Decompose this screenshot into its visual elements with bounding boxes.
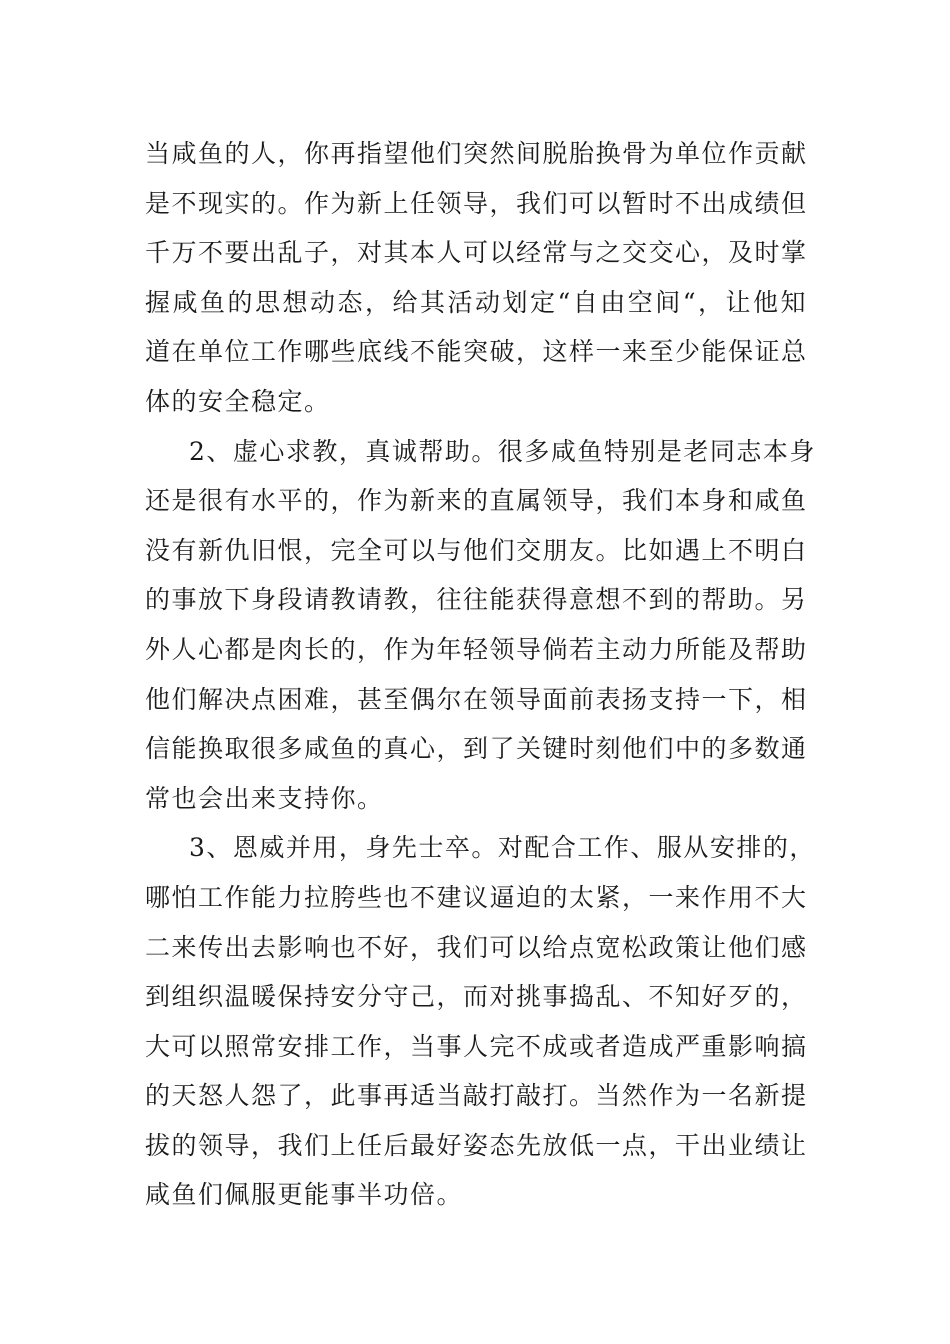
paragraph-line: 2、虚心求教，真诚帮助。很多咸鱼特别是老同志本身 (189, 436, 816, 466)
paragraph-line: 体的安全稳定。 (145, 386, 331, 416)
paragraph-line: 的天怒人怨了，此事再适当敲打敲打。当然作为一名新提 (145, 1081, 808, 1111)
paragraph-1 (145, 129, 807, 427)
paragraph-line: 信能换取很多咸鱼的真心，到了关键时刻他们中的多数通 (145, 734, 808, 764)
paragraph-line: 他们解决点困难，甚至偶尔在领导面前表扬支持一下，相 (145, 684, 808, 714)
paragraph-line: 咸鱼们佩服更能事半功倍。 (145, 1180, 464, 1210)
document-body (145, 129, 816, 1220)
paragraph-line: 握咸鱼的思想动态，给其活动划定“自由空间“，让他知 (145, 287, 807, 317)
paragraph-2 (145, 427, 816, 824)
paragraph-3 (145, 823, 816, 1220)
paragraph-line: 外人心都是肉长的，作为年轻领导倘若主动力所能及帮助 (145, 634, 808, 664)
paragraph-line: 哪怕工作能力拉胯些也不建议逼迫的太紧，一来作用不大 (145, 882, 808, 912)
paragraph-line: 的事放下身段请教请教，往往能获得意想不到的帮助。另 (145, 585, 808, 615)
paragraph-line: 千万不要出乱子，对其本人可以经常与之交交心，及时掌 (145, 238, 808, 268)
paragraph-line: 大可以照常安排工作，当事人完不成或者造成严重影响搞 (145, 1031, 808, 1061)
paragraph-line: 拔的领导，我们上任后最好姿态先放低一点，干出业绩让 (145, 1130, 808, 1160)
paragraph-line: 到组织温暖保持安分守己，而对挑事捣乱、不知好歹的， (145, 982, 808, 1012)
paragraph-line: 道在单位工作哪些底线不能突破，这样一来至少能保证总 (145, 337, 808, 367)
paragraph-line: 3、恩威并用，身先士卒。对配合工作、服从安排的， (189, 833, 816, 863)
paragraph-line: 二来传出去影响也不好，我们可以给点宽松政策让他们感 (145, 932, 808, 962)
paragraph-line: 还是很有水平的，作为新来的直属领导，我们本身和咸鱼 (145, 486, 808, 516)
paragraph-line: 是不现实的。作为新上任领导，我们可以暂时不出成绩但 (145, 188, 808, 218)
paragraph-line: 常也会出来支持你。 (145, 783, 384, 813)
paragraph-line: 当咸鱼的人，你再指望他们突然间脱胎换骨为单位作贡献 (145, 139, 808, 168)
paragraph-line: 没有新仇旧恨，完全可以与他们交朋友。比如遇上不明白 (145, 535, 808, 565)
